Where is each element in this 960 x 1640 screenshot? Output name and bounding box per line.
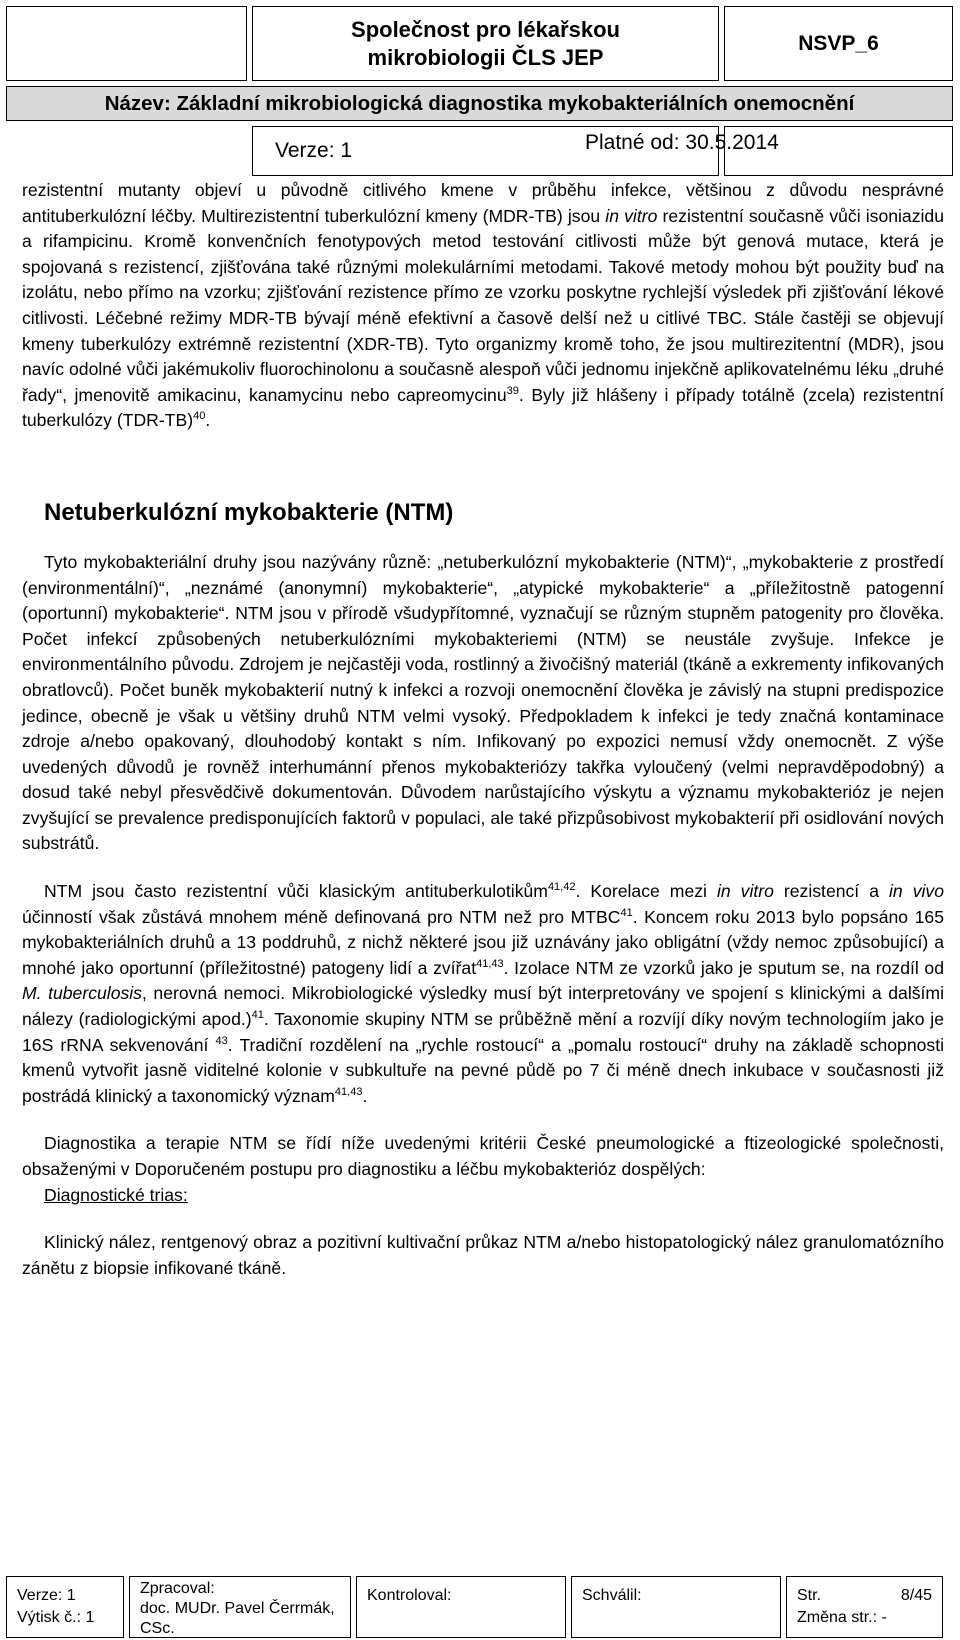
footer-page-label: Str. <box>797 1587 822 1604</box>
footer-page-cell <box>786 1576 943 1638</box>
org-line-1: Společnost pro lékařskou <box>351 16 620 42</box>
footer-version: Verze: 1 <box>17 1587 76 1604</box>
footer-controlled-label: Kontroloval: <box>367 1587 452 1604</box>
valid-from: Platné od: 30.5.2014 <box>585 131 779 154</box>
document-body <box>22 178 944 1281</box>
paragraph-diagnostics: Diagnostika a terapie NTM se řídí níže uvedenými kritérii České pneumologické a ftizeologické společnosti, obsaženými v Doporučeném postupu pro diagnostiku a léčbu mykobakterióz dospělých: <box>22 1133 944 1179</box>
subheading-trias: Diagnostické trias: <box>44 1184 188 1205</box>
org-line-2: mikrobiologii ČLS JEP <box>367 44 604 70</box>
version-text: Verze: 1 <box>275 139 353 162</box>
section-heading: Netuberkulózní mykobakterie (NTM) <box>44 498 454 526</box>
footer-approved-cell <box>571 1576 781 1638</box>
footer-version-cell <box>6 1576 124 1638</box>
footer-change: Změna str.: - <box>797 1609 887 1626</box>
paragraph-resistance: rezistentní mutanty objeví u původně citlivého kmene v průběhu infekce, většinou z důvodu nesprávné antituberkulózní léčby. Multirezistentní tuberkulózní kmeny (MDR-TB) jsou in vitro rezistentní současně vůči isoniazidu a rifampicinu. Kromě konvenčních fenotypových metod testování citlivosti může být genová mutace, která je spojovaná s rezistencí, zjišťována také různými molekulárními metodami. Takové metody mohou být použity buď na izolátu, nebo přímo na vzorku; zjišťování rezistence přímo ze vzorku poskytne rychlejší výsledek při zjišťování lékové citlivosti. Léčebné režimy MDR-TB bývají méně efektivní a časově delší než u citlivé TBC. Stále častěji se objevují kmeny tuberkulózy extrémně rezistentní (XDR-TB). Tyto organizmy kromě toho, že jsou multirezitentní (MDR), jsou navíc odolné vůči jakémukoliv fluorochinolonu a současně alespoň vůči jednomu injekčně aplikovatelnému léku „druhé řady“, jmenovitě amikacinu, kanamycinu nebo capreomycinu$^{39}$. Byly již hlášeny i případy totálně (zcela) rezistentní tuberkulózy $(TDR-TB)^{40}$. <box>22 180 944 431</box>
document-footer <box>6 1576 953 1638</box>
footer-print: Výtisk č.: 1 <box>17 1609 95 1626</box>
paragraph-ntm-intro: Tyto mykobakteriální druhy jsou nazývány různě: „netuberkulózní mykobakterie (NTM)“, „mykobakterie z prostředí (environmentální)“, „neznámé (anonymní) mykobakterie“, „atypické mykobakterie“ a „příležitostně patogenní (oportunní) mykobakterie“. NTM jsou v přírodě všudypřítomné, vyznačují se různým stupněm patogenity pro člověka. Počet infekcí způsobených netuberkulózními mykobakteriemi (NTM) se neustále zvyšuje. Infekce je environmentálního původu. Zdrojem je nejčastěji voda, rostlinný a živočišný materiál (tkáně a exkrementy infikovaných obratlovců). Počet buněk mykobakterií nutný k infekci a rozvoji onemocnění člověka je závislý na stupni predispozice jedince, obecně je však u většiny druhů NTM velmi vysoký. Předpokladem k infekci je tedy značná kontaminace zdroje a/nebo opakovaný, dlouhodobý kontakt s ním. Infikovaný po expozici nemusí vždy onemocnět. Z výše uvedených důvodů je rovněž interhumánní přenos mykobakteriózy takřka vyloučený (velmi nepravděpodobný) a dosud také nebyl přesvědčivě dokumentován. Důvodem narůstajícího výskytu a významu mykobakterióz je nejen zvyšující se prevalence predisponujících faktorů v populaci, ale také přizpůsobivost mykobakterií při osidlování nových substrátů. <box>22 551 944 854</box>
footer-page-value: 8/45 <box>900 1587 932 1604</box>
footer-prepared-by-2: CSc. <box>140 1620 175 1637</box>
footer-approved-label: Schválil: <box>582 1587 642 1604</box>
paragraph-trias: Klinický nález, rentgenový obraz a pozitivní kultivační průkaz NTM a/nebo histopatologický nález granulomatózního zánětu z biopsie infikované tkáně. <box>22 1232 944 1278</box>
footer-controlled-cell <box>356 1576 566 1638</box>
document-title: Název: Základní mikrobiologická diagnostika mykobakteriálních onemocnění <box>6 86 953 121</box>
footer-prepared-by-1: doc. MUDr. Pavel Čerrmák, <box>140 1600 335 1617</box>
document-code: NSVP_6 <box>724 6 953 81</box>
footer-prepared-cell <box>129 1576 351 1638</box>
paragraph-ntm-resistance: NTM jsou často rezistentní vůči klasickým antituberkulotikům$^{41,42}$. Korelace mezi in vitro rezistencí a in vivo účinností však zůstává mnohem méně definovaná pro NTM než pro MTBC$^{41}$. Koncem roku 2013 bylo popsáno 165 mykobakteriálních druhů a 13 poddruhů, z nichž některé jsou již uznávány jako obligátní (vždy nemoc způsobující) a mnohé jako oportunní (příležitostné) patogeny lidí a zvířat$^{41,43}$. Izolace NTM ze vzorků jako je sputum se, na rozdíl od M. tuberculosis, nerovná nemoci. Mikrobiologické výsledky musí být interpretovány ve spojení s klinickými a dalšími nálezy (radiologickými apod.)$^{41}$. Taxonomie skupiny NTM se průběžně mění a rozvíjí díky novým technologiím jako je 16S rRNA sekvenování $^{43}$. Tradiční rozdělení na „rychle rostoucí“ a „pomalu rostoucí“ druhy na základě schopnosti kmenů vytvořit jasně viditelné kolonie v subkultuře na pevné půdě po 7 či méně dnech inkubace v současnosti již postrádá klinický a taxonomický význam$^{41,43}$. <box>22 881 944 1106</box>
footer-prepared-label: Zpracoval: <box>140 1580 215 1597</box>
organization-name <box>252 6 719 81</box>
logo-cell <box>6 6 247 81</box>
document-header <box>6 6 953 176</box>
